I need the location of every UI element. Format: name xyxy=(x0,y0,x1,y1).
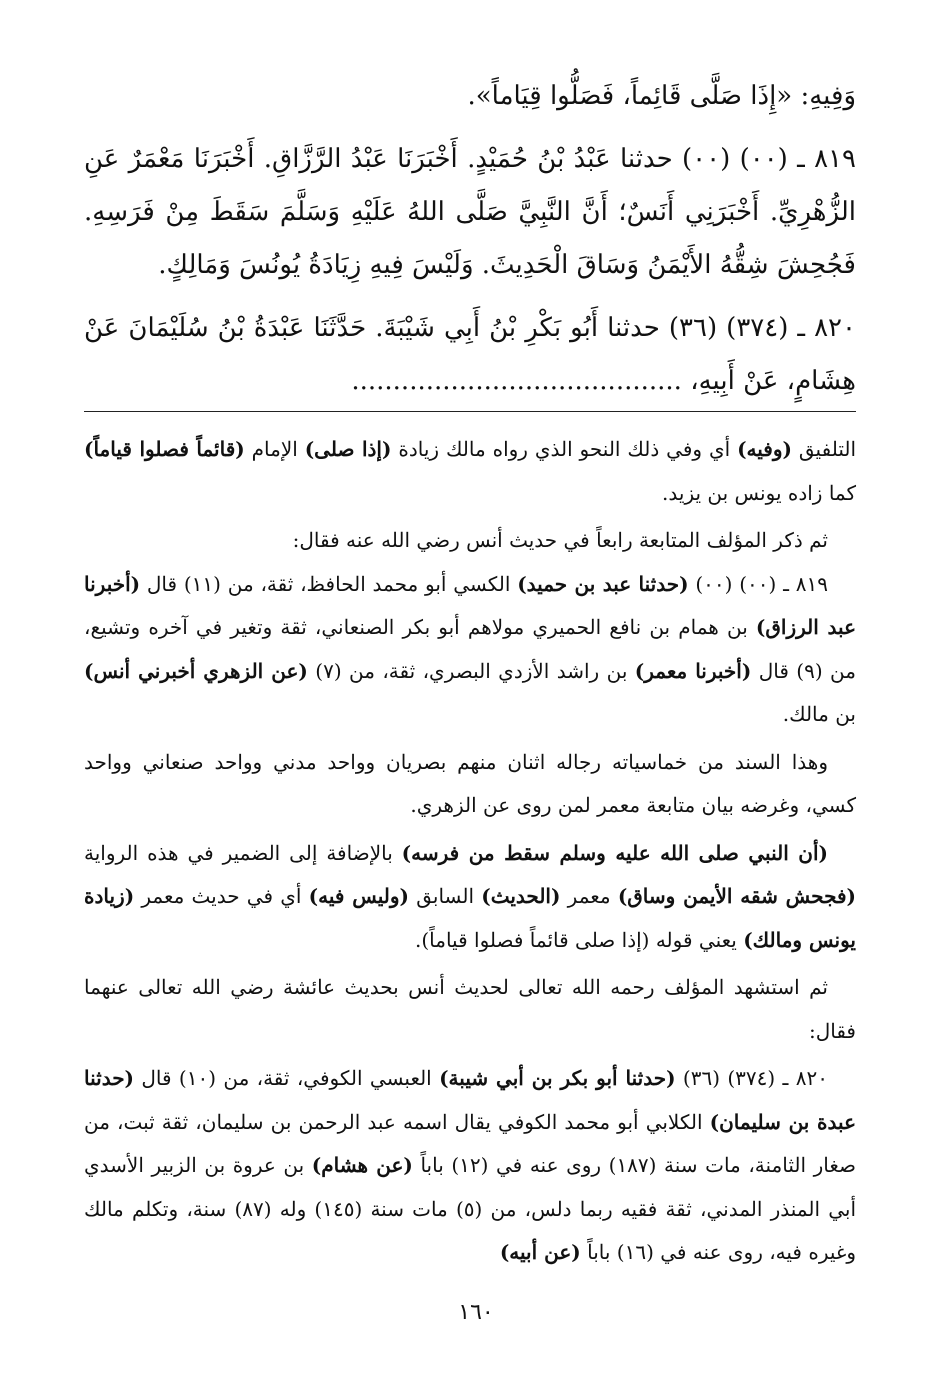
text-run: بن مالك. xyxy=(782,702,856,726)
bold-run: (حدثنا عبدة بن سليمان) xyxy=(84,1066,856,1134)
bold-run: (حدثنا عبد بن حميد) xyxy=(517,571,689,596)
bold-run: (عن أبيه) xyxy=(499,1240,581,1264)
commentary-block xyxy=(84,428,856,1275)
bold-run: (إذا صلى) xyxy=(304,437,392,461)
text-run: بالإضافة إلى الضمير في هذه الرواية xyxy=(84,840,402,865)
bold-run: (زيادة يونس ومالك) xyxy=(84,884,856,952)
bold-run: (حدثنا أبو بكر بن أبي شيبة) xyxy=(439,1066,676,1090)
text-run: الكسي أبو محمد الحافظ، ثقة، من (١١) قال xyxy=(140,571,518,596)
commentary-paragraph-3 xyxy=(84,563,856,737)
commentary-paragraph-4: وهذا السند من خماسياته رجاله اثنان منهم بصريان وواحد مدني وواحد صنعاني وواحد كسي، وغرضه بيان متابعة معمر لمن روى عن الزهري. xyxy=(84,749,856,817)
bold-run: (فجحش شقه الأيمن وساق) xyxy=(617,884,856,908)
commentary-paragraph-6: ثم استشهد المؤلف رحمه الله تعالى لحديث أنس بحديث عائشة رضي الله تعالى عنهما فقال: xyxy=(84,975,856,1043)
hadith-819: ٨١٩ ـ (٠٠) (٠٠) حدثنا عَبْدُ بْنُ حُمَيْدٍ. أَخْبَرَنَا عَبْدُ الرَّزَّاقِ. أَخْبَرَنَا مَعْمَرٌ عَنِ الزُّهْرِيِّ. أَخْبَرَنِي أَنَسٌ؛ أَنَّ النَّبِيَّ صَلَّى اللهُ عَلَيْهِ وَسَلَّمَ سَقَطَ مِنْ فَرَسِهِ. فَجُحِشَ شِقُّهُ الأَيْمَنُ وَسَاقَ الْحَدِيثَ. وَلَيْسَ فِيهِ زِيَادَةُ يُونُسَ وَمَالِكٍ. xyxy=(84,144,856,280)
text-run: بن همام بن نافع الحميري مولاهم أبو بكر الصنعاني، ثقة وتغير في آخره وتشيع، من (٩) قال xyxy=(84,615,856,683)
bold-run: (أن النبي صلى الله عليه وسلم سقط من فرسه) xyxy=(401,840,828,865)
commentary-paragraph-5 xyxy=(84,832,856,963)
text-run: يعني قوله (إذا صلى قائماً فصلوا قياماً). xyxy=(415,927,744,952)
text-run: معمر xyxy=(560,884,618,908)
commentary-paragraph-1 xyxy=(84,428,856,515)
text-run: كما زاده يونس بن يزيد. xyxy=(662,480,856,505)
text-run: أي في حديث معمر xyxy=(134,884,309,908)
hadith-820 xyxy=(84,302,856,408)
bold-run: (أخبرنا معمر) xyxy=(634,658,752,683)
text-run: السابق xyxy=(409,884,482,908)
text-run: بن راشد الأزدي البصري، ثقة، من (٧) xyxy=(307,658,635,683)
bold-run: (وفيه) xyxy=(737,437,792,461)
text-run: العبسي الكوفي، ثقة، من (١٠) قال xyxy=(134,1066,440,1090)
hadith-820-text: ٨٢٠ ـ (٣٧٤) (٣٦) حدثنا أَبُو بَكْرِ بْنُ أَبِي شَيْبَةَ. حَدَّثَنَا عَبْدَةُ بْنُ سُلَيْمَانَ عَنْ هِشَامٍ، عَنْ أَبِيهِ، xyxy=(84,313,856,396)
hadith-820-ellipsis: ........................................ xyxy=(351,366,682,396)
text-run: الإمام xyxy=(244,437,305,461)
bold-run: (أخبرنا عبد الرزاق) xyxy=(84,571,856,639)
text-run: ٨١٩ ـ (٠٠) (٠٠) xyxy=(688,571,828,596)
text-run: التلفيق xyxy=(791,437,857,461)
commentary-paragraph-2: ثم ذكر المؤلف المتابعة رابعاً في حديث أنس رضي الله عنه فقال: xyxy=(292,528,828,552)
hadith-text-block xyxy=(84,70,856,408)
bold-run: (عن هشام) xyxy=(311,1153,413,1177)
text-run: الكلابي أبو محمد الكوفي يقال اسمه عبد الرحمن بن سليمان، ثقة ثبت، من صغار الثامنة، مات سنة (١٨٧) روى عنه في (١٢) باباً xyxy=(84,1109,856,1177)
bold-run: (وليس فيه) xyxy=(308,884,409,908)
bold-run: (عن الزهري أخبرني أنس) xyxy=(84,658,308,683)
text-run: ٨٢٠ ـ (٣٧٤) (٣٦) xyxy=(675,1066,828,1090)
page-number: ١٦٠ xyxy=(458,1300,494,1325)
text-run: بن عروة بن الزبير الأسدي أبي المنذر المدني، ثقة فقيه ربما دلس، من (٥) مات سنة (١٤٥) وله (٨٧) سنة، وتكلم مالك وغيره فيه، روى عنه في (١٦) باباً xyxy=(84,1153,856,1264)
hadith-line-fiihi: وَفِيهِ: «إِذَا صَلَّى قَائِماً، فَصَلُّوا قِيَاماً». xyxy=(467,81,856,111)
text-run: أي وفي ذلك النحو الذي رواه مالك زيادة xyxy=(391,437,738,461)
commentary-paragraph-7 xyxy=(84,1057,856,1275)
bold-run: (الحديث) xyxy=(481,884,561,908)
footnote-divider xyxy=(84,411,856,412)
bold-run: (قائماً فصلوا قياماً) xyxy=(84,437,245,461)
